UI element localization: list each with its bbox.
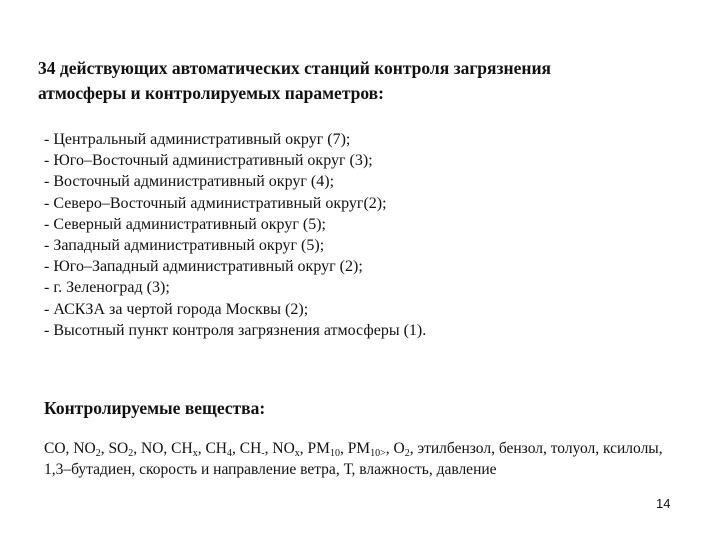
substances-heading: Контролируемые вещества: <box>44 398 266 418</box>
stations-list <box>44 129 684 341</box>
list-item: - Юго–Западный административный округ (2); <box>44 258 363 276</box>
slide-title <box>38 56 678 106</box>
list-item: - Северо–Восточный административный округ(2); <box>44 194 387 212</box>
substances-text: CO, $NO_2$, $SO_2$, NO, $CH_x$, $CH_4$, $CH_-$, $NO_x$, $PM_{10}$, $PM_{10>}$, $O_2$, этилбензол, бензол, толуол, ксилолы, 1,3–бутадиен, скорость и направление ветра, Т, влажность, давление <box>44 440 663 478</box>
slide-title-line-1: 34 действующих автоматических станций контроля загрязнения <box>38 58 552 78</box>
list-item: - Центральный административный округ (7); <box>44 131 351 148</box>
substance-ch: $CH_-$ <box>239 440 265 459</box>
slide-title-line-2: атмосферы и контролируемых параметров: <box>38 83 384 103</box>
substance-co: CO, <box>44 440 74 457</box>
list-item: - Высотный пункт контроля загрязнения атмосферы (1). <box>44 321 427 339</box>
substance-pm10-coarse: $PM_{10>}$ <box>347 440 386 459</box>
list-item: - Северный административный округ (5); <box>44 215 326 233</box>
substance-pm10: $PM_{10}$ <box>307 440 340 459</box>
list-item: - АСКЗА за чертой города Москвы (2); <box>44 300 309 318</box>
substance-no2: $NO_2$ <box>73 440 101 459</box>
substance-chx: $CH_x$ <box>171 440 198 459</box>
page-number: 14 <box>656 496 671 511</box>
list-item: - Юго–Восточный административный округ (3); <box>44 152 373 170</box>
substance-ch4: $CH_4$ <box>205 440 232 459</box>
list-item: - г. Зеленоград (3); <box>44 279 170 297</box>
substance-nox: $NO_x$ <box>272 440 300 459</box>
substance-so2: $SO_2$ <box>108 440 134 459</box>
substance-o2: $O_2$ <box>393 440 410 459</box>
list-item: - Западный административный округ (5); <box>44 237 325 255</box>
substances-rest: , этилбензол, бензол, толуол, ксилолы, 1,3–бутадиен, скорость и направление ветра, Т, влажность, давление <box>44 440 663 478</box>
list-item: - Восточный административный округ (4); <box>44 173 335 191</box>
